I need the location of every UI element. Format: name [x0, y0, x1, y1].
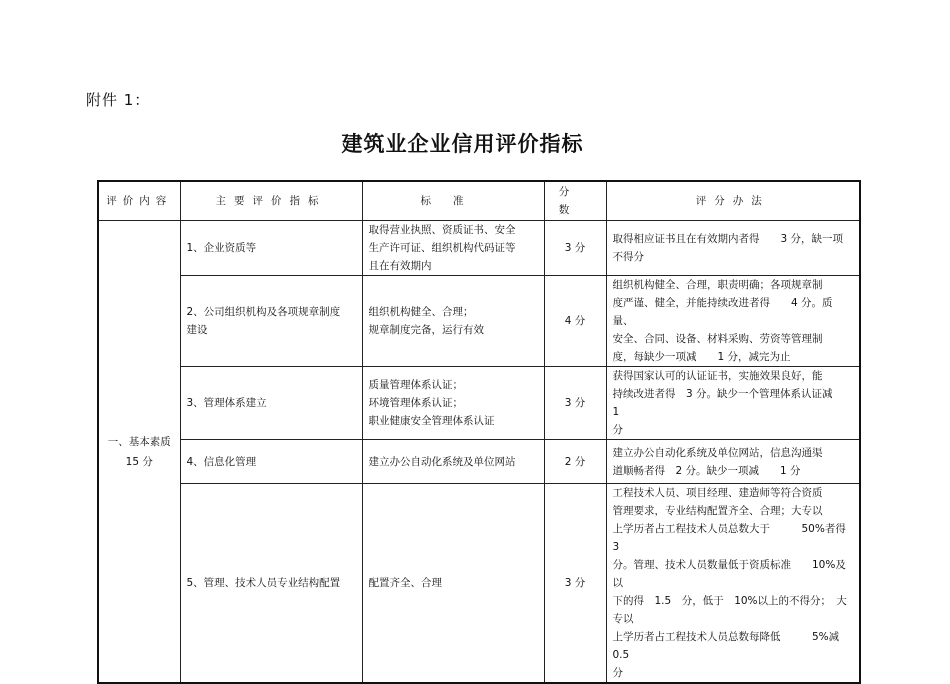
- method-cell: 取得相应证书且在有效期内者得 3 分，缺一项 不得分: [606, 221, 860, 276]
- header-evaluation-content: 评价内容: [98, 181, 180, 221]
- standard-cell: 配置齐全、合理: [362, 484, 544, 684]
- evaluation-table: [97, 180, 861, 684]
- header-scoring-method: 评分办法: [606, 181, 860, 221]
- table-row: [98, 484, 860, 684]
- table-row: [98, 440, 860, 484]
- category-score: 15 分: [125, 455, 153, 468]
- header-score: 分数: [544, 181, 606, 221]
- standard-cell: 建立办公自动化系统及单位网站: [362, 440, 544, 484]
- indicator-cell: 5、管理、技术人员专业结构配置: [180, 484, 362, 684]
- category-name: 一、基本素质: [107, 435, 171, 448]
- indicator-cell: 4、信息化管理: [180, 440, 362, 484]
- table-row: [98, 367, 860, 440]
- method-cell: 工程技术人员、项目经理、建造师等符合资质 管理要求，专业结构配置齐全、合理；大专以 上学历者占工程技术人员总数大于 50%者得 3 分。管理、技术人员数量低于资质标准 10%及以 下的得 1.5 分，低于 10%以上的不得分； 大专以 上学历者占工程技术人员总数每降低 5%减 0.5 分: [606, 484, 860, 684]
- score-cell: 2 分: [544, 440, 606, 484]
- score-cell: 3 分: [544, 484, 606, 684]
- method-cell: 组织机构健全、合理，职责明确；各项规章制 度严谨、健全，并能持续改进者得 4 分。质量、 安全、合同、设备、材料采购、劳资等管理制 度，每缺少一项减 1 分，减完为止: [606, 276, 860, 367]
- method-cell: 获得国家认可的认证证书，实施效果良好，能 持续改进者得 3 分。缺少一个管理体系认证减 1 分: [606, 367, 860, 440]
- indicator-cell: 2、公司组织机构及各项规章制度 建设: [180, 276, 362, 367]
- attachment-label: 附件 1：: [86, 91, 151, 109]
- header-standard: 标准: [362, 181, 544, 221]
- score-cell: 3 分: [544, 367, 606, 440]
- standard-cell: 取得营业执照、资质证书、安全 生产许可证、组织机构代码证等 且在有效期内: [362, 221, 544, 276]
- table-row: [98, 276, 860, 367]
- category-cell: [98, 221, 180, 684]
- document-title: 建筑业企业信用评价指标: [341, 132, 584, 156]
- standard-cell: 质量管理体系认证； 环境管理体系认证； 职业健康安全管理体系认证: [362, 367, 544, 440]
- standard-cell: 组织机构健全、合理； 规章制度完备，运行有效: [362, 276, 544, 367]
- table-header-row: [98, 181, 860, 221]
- header-main-indicator: 主要评价指标: [180, 181, 362, 221]
- score-cell: 3 分: [544, 221, 606, 276]
- indicator-cell: 3、管理体系建立: [180, 367, 362, 440]
- indicator-cell: 1、企业资质等: [180, 221, 362, 276]
- score-cell: 4 分: [544, 276, 606, 367]
- table-row: [98, 221, 860, 276]
- method-cell: 建立办公自动化系统及单位网站，信息沟通渠 道顺畅者得 2 分。缺少一项减 1 分: [606, 440, 860, 484]
